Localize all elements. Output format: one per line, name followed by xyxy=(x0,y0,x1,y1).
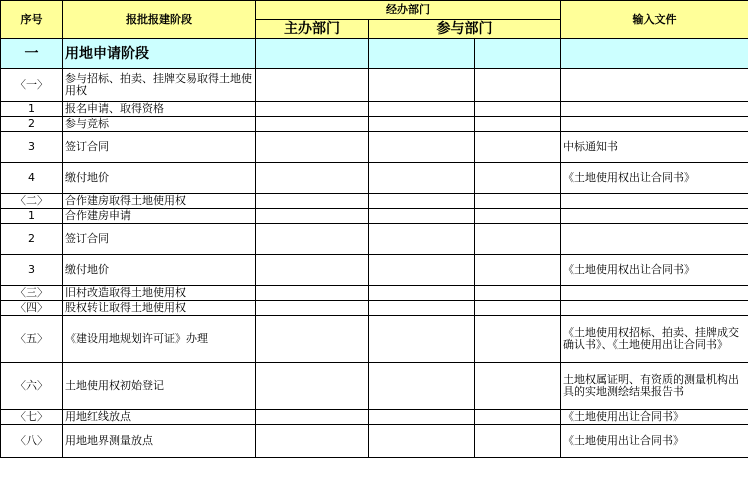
row-num[interactable]: 1 xyxy=(1,209,63,224)
phase-file-cell[interactable] xyxy=(561,39,748,69)
row-file[interactable] xyxy=(561,286,748,301)
table-row xyxy=(1,363,748,410)
phase-title[interactable]: 用地申请阶段 xyxy=(63,39,256,69)
row-partner-b[interactable] xyxy=(475,117,561,132)
row-lead[interactable] xyxy=(256,301,369,316)
row-stage[interactable]: 股权转让取得土地使用权 xyxy=(63,301,256,316)
row-partner-b[interactable] xyxy=(475,286,561,301)
table-row xyxy=(1,69,748,102)
row-partner-b[interactable] xyxy=(475,163,561,194)
row-stage[interactable]: 缴付地价 xyxy=(63,255,256,286)
row-num[interactable]: 〈一〉 xyxy=(1,69,63,102)
row-lead[interactable] xyxy=(256,255,369,286)
row-partner-a[interactable] xyxy=(369,255,475,286)
header-dept-group[interactable]: 经办部门 xyxy=(256,1,561,20)
row-stage[interactable]: 签订合同 xyxy=(63,224,256,255)
row-num[interactable]: 〈五〉 xyxy=(1,316,63,363)
row-partner-b[interactable] xyxy=(475,209,561,224)
table-row xyxy=(1,301,748,316)
row-partner-b[interactable] xyxy=(475,69,561,102)
header-stage[interactable]: 报批报建阶段 xyxy=(63,1,256,39)
row-lead[interactable] xyxy=(256,163,369,194)
phase-num[interactable]: 一 xyxy=(1,39,63,69)
row-file[interactable] xyxy=(561,117,748,132)
table-row xyxy=(1,132,748,163)
row-file[interactable]: 《土地使用权招标、拍卖、挂牌成交确认书》、《土地使用出让合同书》 xyxy=(561,316,748,363)
row-lead[interactable] xyxy=(256,102,369,117)
table-row xyxy=(1,425,748,458)
row-num[interactable]: 1 xyxy=(1,102,63,117)
header-partner-dept[interactable]: 参与部门 xyxy=(369,20,561,39)
row-num[interactable]: 〈四〉 xyxy=(1,301,63,316)
row-partner-a[interactable] xyxy=(369,209,475,224)
row-stage[interactable]: 《建设用地规划许可证》办理 xyxy=(63,316,256,363)
row-partner-a[interactable] xyxy=(369,410,475,425)
phase-lead-cell[interactable] xyxy=(256,39,369,69)
row-file[interactable]: 《土地使用权出让合同书》 xyxy=(561,255,748,286)
row-file[interactable]: 《土地使用权出让合同书》 xyxy=(561,163,748,194)
row-num[interactable]: 3 xyxy=(1,255,63,286)
row-lead[interactable] xyxy=(256,224,369,255)
row-file[interactable] xyxy=(561,102,748,117)
row-partner-a[interactable] xyxy=(369,224,475,255)
row-partner-a[interactable] xyxy=(369,301,475,316)
row-lead[interactable] xyxy=(256,132,369,163)
row-partner-b[interactable] xyxy=(475,255,561,286)
row-partner-a[interactable] xyxy=(369,194,475,209)
table-row xyxy=(1,117,748,132)
row-lead[interactable] xyxy=(256,425,369,458)
row-num[interactable]: 2 xyxy=(1,224,63,255)
phase-partner-cell-a[interactable] xyxy=(369,39,475,69)
row-file[interactable] xyxy=(561,301,748,316)
row-partner-a[interactable] xyxy=(369,316,475,363)
row-stage[interactable]: 签订合同 xyxy=(63,132,256,163)
row-file[interactable]: 土地权属证明、有资质的测量机构出具的实地测绘结果报告书 xyxy=(561,363,748,410)
row-num[interactable]: 〈三〉 xyxy=(1,286,63,301)
row-partner-a[interactable] xyxy=(369,163,475,194)
row-lead[interactable] xyxy=(256,286,369,301)
row-file[interactable] xyxy=(561,224,748,255)
row-num[interactable]: 3 xyxy=(1,132,63,163)
table-row xyxy=(1,224,748,255)
row-partner-b[interactable] xyxy=(475,194,561,209)
row-stage[interactable]: 用地地界测量放点 xyxy=(63,425,256,458)
header-seq[interactable]: 序号 xyxy=(1,1,63,39)
row-file[interactable] xyxy=(561,69,748,102)
table-row xyxy=(1,316,748,363)
row-num[interactable]: 〈七〉 xyxy=(1,410,63,425)
row-file[interactable]: 中标通知书 xyxy=(561,132,748,163)
row-lead[interactable] xyxy=(256,69,369,102)
table-row xyxy=(1,102,748,117)
table-row xyxy=(1,255,748,286)
row-partner-a[interactable] xyxy=(369,132,475,163)
row-partner-a[interactable] xyxy=(369,69,475,102)
row-file[interactable] xyxy=(561,209,748,224)
row-stage[interactable]: 用地红线放点 xyxy=(63,410,256,425)
row-stage[interactable]: 土地使用权初始登记 xyxy=(63,363,256,410)
row-stage[interactable]: 报名申请、取得资格 xyxy=(63,102,256,117)
row-partner-a[interactable] xyxy=(369,286,475,301)
row-partner-b[interactable] xyxy=(475,301,561,316)
row-partner-a[interactable] xyxy=(369,117,475,132)
table-row xyxy=(1,163,748,194)
row-stage[interactable]: 参与招标、拍卖、挂牌交易取得土地使用权 xyxy=(63,69,256,102)
row-stage[interactable]: 合作建房申请 xyxy=(63,209,256,224)
header-lead-dept[interactable]: 主办部门 xyxy=(256,20,369,39)
row-stage[interactable]: 参与竞标 xyxy=(63,117,256,132)
row-partner-b[interactable] xyxy=(475,363,561,410)
row-file[interactable]: 《土地使用出让合同书》 xyxy=(561,425,748,458)
row-file[interactable] xyxy=(561,194,748,209)
table-row xyxy=(1,194,748,209)
row-partner-a[interactable] xyxy=(369,102,475,117)
table-row xyxy=(1,410,748,425)
row-file[interactable]: 《土地使用出让合同书》 xyxy=(561,410,748,425)
row-partner-b[interactable] xyxy=(475,316,561,363)
phase-partner-cell-b[interactable] xyxy=(475,39,561,69)
row-lead[interactable] xyxy=(256,363,369,410)
header-input-files[interactable]: 输入文件 xyxy=(561,1,748,39)
row-partner-a[interactable] xyxy=(369,363,475,410)
row-partner-a[interactable] xyxy=(369,425,475,458)
row-partner-b[interactable] xyxy=(475,102,561,117)
row-num[interactable]: 〈八〉 xyxy=(1,425,63,458)
row-partner-b[interactable] xyxy=(475,224,561,255)
table-row xyxy=(1,286,748,301)
row-num[interactable]: 〈六〉 xyxy=(1,363,63,410)
row-partner-b[interactable] xyxy=(475,132,561,163)
row-lead[interactable] xyxy=(256,209,369,224)
row-stage[interactable]: 合作建房取得土地使用权 xyxy=(63,194,256,209)
row-lead[interactable] xyxy=(256,316,369,363)
row-num[interactable]: 2 xyxy=(1,117,63,132)
row-lead[interactable] xyxy=(256,117,369,132)
row-num[interactable]: 〈二〉 xyxy=(1,194,63,209)
row-partner-b[interactable] xyxy=(475,425,561,458)
row-num[interactable]: 4 xyxy=(1,163,63,194)
row-stage[interactable]: 缴付地价 xyxy=(63,163,256,194)
row-lead[interactable] xyxy=(256,194,369,209)
table-row xyxy=(1,209,748,224)
row-lead[interactable] xyxy=(256,410,369,425)
row-stage[interactable]: 旧村改造取得土地使用权 xyxy=(63,286,256,301)
row-partner-b[interactable] xyxy=(475,410,561,425)
